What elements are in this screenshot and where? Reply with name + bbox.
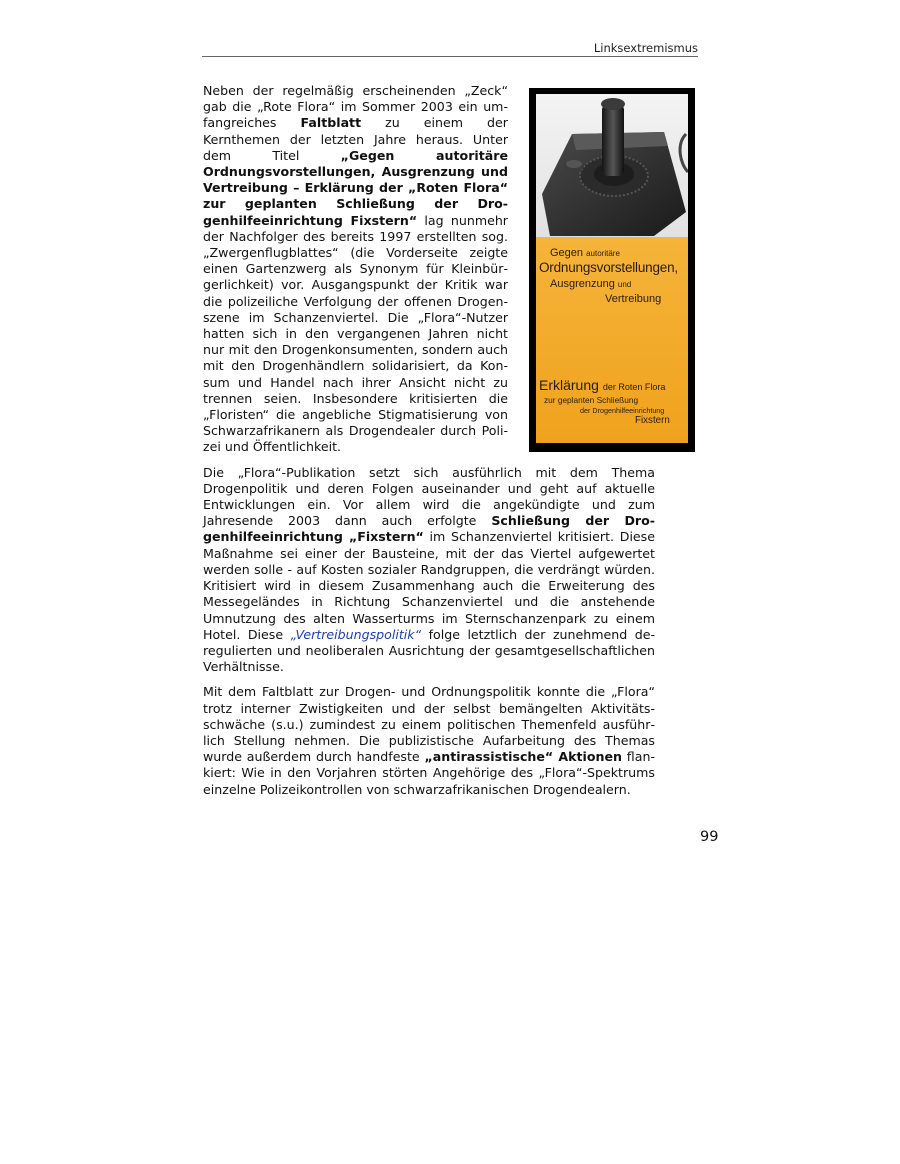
leaflet-line-5-small: der Roten Flora (602, 382, 666, 392)
leaflet-line-2: Ordnungsvorstellungen, (539, 260, 678, 275)
leaflet-image (529, 88, 695, 452)
paragraph-2 (203, 465, 655, 676)
p2-text-3: folge letztlich der zunehmend deregulierten und neoliberalen Ausrichtung der gesamtgesellschaftlichen Verhältnisse. (203, 626, 656, 675)
leaflet-line-1 (550, 247, 620, 259)
leaflet-cover-text (536, 237, 688, 443)
leaflet-line-3-small: und (617, 280, 632, 289)
p2-italic-vertreibungspolitik: „Vertreibungspolitik“ (290, 626, 422, 642)
p2-text-2: im Schanzenviertel kritisiert. Diese Maßnahme sei einer der Bausteine, mit der das Viertel aufgewertet werden solle - auf Kosten sozialer Randgruppen, die verdrängt würden. Kritisiert wird in diesem Zusammenhang auch die Erweiterung des Messegeländes in Richtung Schanzenviertel und die anstehende Umnutzung des alten Wasserturms im Sternschanzenpark zu einem Hotel. Diese (203, 529, 655, 642)
p3-text-2: flankiert: Wie in den Vorjahren störten Angehörige des „Flora“-Spektrums einzelne Polizeikontrollen von schwarzafrikanischen Drogendealern. (203, 749, 655, 797)
leaflet-line-8: Fixstern (635, 415, 670, 426)
p2-bold-fixstern: Schließung der Drogenhilfeeinrichtung „Fixstern“ (203, 513, 655, 545)
p1-text-1: Neben der regelmäßig erscheinenden „Zeck“ gab die „Rote Flora“ im Sommer 2003 ein umfangreiches (203, 83, 508, 131)
leaflet-line-5 (539, 377, 665, 393)
leaflet-line-1-small: autoritäre (586, 249, 620, 258)
p1-text-2: zu einem der Kernthemen der letzten Jahre heraus. Unter dem Titel (203, 115, 508, 163)
running-head: Linksextremismus (593, 41, 698, 55)
p1-bold-faltblatt: Faltblatt (300, 115, 362, 131)
leaflet-line-5-big: Erklärung (539, 377, 603, 393)
p1-bold-title: „Gegen autoritäre Ordnungsvorstellungen, Ausgrenzung und Vertreibung – Erklärung der „Roten Flora“ zur geplanten Schließung der Drogenhilfeeinrichtung Fixstern“ (203, 147, 508, 228)
leaflet-line-3 (550, 278, 631, 290)
p2-text-1: Die „Flora“-Publikation setzt sich ausführlich mit dem Thema Drogenpolitik und deren Folgen auseinander und geht auf aktuelle Entwicklungen ein. Vor allem wird die angekündigte und zum Jahresende 2003 dann auch erfolgte (203, 464, 655, 529)
leaflet-line-1-big: Gegen (550, 247, 587, 259)
leaflet-line-6: zur geplanten Schließung (544, 395, 639, 405)
header-rule (202, 56, 698, 57)
p3-bold-aktionen: „antirassistische“ Aktionen (424, 749, 622, 765)
leaflet-line-4: Vertreibung (605, 293, 662, 305)
paragraph-3 (203, 684, 655, 797)
p3-text-1: Mit dem Faltblatt zur Drogen- und Ordnungspolitik konnte die „Flora“ trotz interner Zwistigkeiten und der selbst bemängelten Aktivitätsschwäche (s.u.) zumindest zu einem politischen Themenfeld ausführlich Stellung nehmen. Die publizistische Aufarbeitung des Themas wurde außerdem durch handfeste (203, 684, 655, 765)
leaflet-line-7: der Drogenhilfeeinrichtung (580, 406, 665, 415)
p1-text-3: lag nunmehr der Nachfolger des bereits 1997 erstellten sog. „Zwergenflugblattes“ (die Vorderseite zeigte einen Gartenzwerg als Synonym für Kleinbürgerlichkeit) vor. Ausgangspunkt der Kritik war die polizeiliche Verfolgung der offenen Drogenszene im Schanzenviertel. Die „Flora“-Nutzer hatten sich in den vergangenen Jahren nicht nur mit den Drogenkonsumenten, sondern auch mit den Drogenhändlern solidarisiert, da Konsum und Handel nach ihrer Ansicht nicht zu trennen seien. Insbesondere kritisierten die „Floristen“ die angebliche Stigmatisierung von Schwarzafrikanern als Drogendealer durch Polizei und Öffentlichkeit. (203, 212, 508, 455)
leaflet-line-3-big: Ausgrenzung (550, 278, 618, 290)
leaflet-photo (536, 94, 688, 237)
joystick-icon (536, 94, 688, 237)
page-number: 99 (700, 829, 719, 845)
